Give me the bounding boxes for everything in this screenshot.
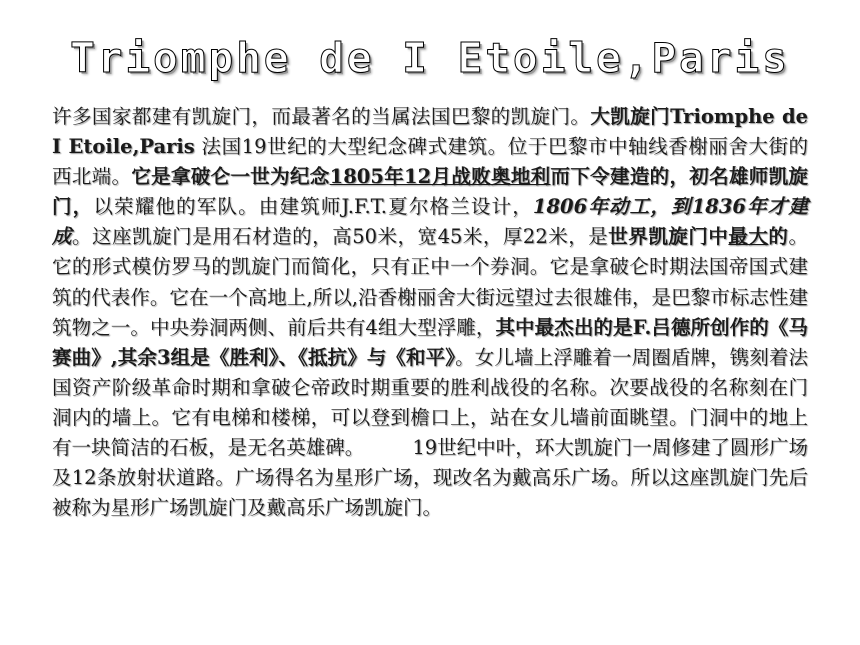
body-paragraph: [52, 102, 808, 523]
slide-title: Triomphe de I Etoile,Paris: [70, 34, 790, 82]
text-location: 法国19世纪的大型纪念碑式建筑。位于巴黎市中轴线香榭丽舍大街的西北端。: [52, 135, 809, 189]
text-landmark-name: 大凯旋门Triomphe de I Etoile,Paris: [52, 105, 808, 159]
text-dimensions: 。这座凯旋门是用石材造的，高50米，宽45米，厚22米，是: [72, 225, 609, 249]
text-construction-period: 1806年动工，到1836年才建成: [52, 195, 808, 249]
text-reliefs: 其中最杰出的是F.吕德所创作的《马赛曲》,其余3组是《胜利》、《抵抗》与《和平》: [52, 315, 808, 369]
text-de: 的: [768, 225, 789, 249]
text-style-description: 。它的形式模仿罗马的凯旋门而简化，只有正中一个券洞。它是拿破仑时期法国帝国式建筑的代表作。它在一个高地上,所以,沿香榭丽舍大街远望过去很雄伟，是巴黎市标志性建筑物之一。中央券洞两侧、前后共有4组大型浮雕，: [52, 225, 808, 339]
text-battle-date: 1805年12月战败奥地利: [329, 165, 551, 189]
text-commission: 它是拿破仑一世为纪念: [131, 165, 330, 189]
text-world-arch: 世界凯旋门中: [608, 225, 729, 249]
text-square-history: 19世纪中叶，环大凯旋门一周修建了圆形广场及12条放射状道路。广场得名为星形广场，现改名为戴高乐广场。所以这座凯旋门先后被称为星形广场凯旋门及戴高乐广场凯旋门。: [52, 436, 808, 520]
text-intro: 许多国家都建有凯旋门，而最著名的当属法国巴黎的凯旋门。: [52, 105, 591, 128]
text-architect: 以荣耀他的军队。由建筑师J.F.T.夏尔格兰设计，: [93, 195, 533, 219]
text-original-name: 而下令建造的，初名雄师凯旋门，: [52, 165, 808, 219]
text-parapet-and-tomb: 。女儿墙上浮雕着一周圈盾牌，镌刻着法国资产阶级革命时期和拿破仑帝政时期重要的胜利战役的名称。次要战役的名称刻在门洞内的墙上。它有电梯和楼梯，可以登到檐口上，站在女儿墙前面眺望。门洞中的地上有一块简洁的石板，是无名英雄碑。: [52, 345, 808, 460]
text-largest: 最大: [728, 225, 769, 249]
